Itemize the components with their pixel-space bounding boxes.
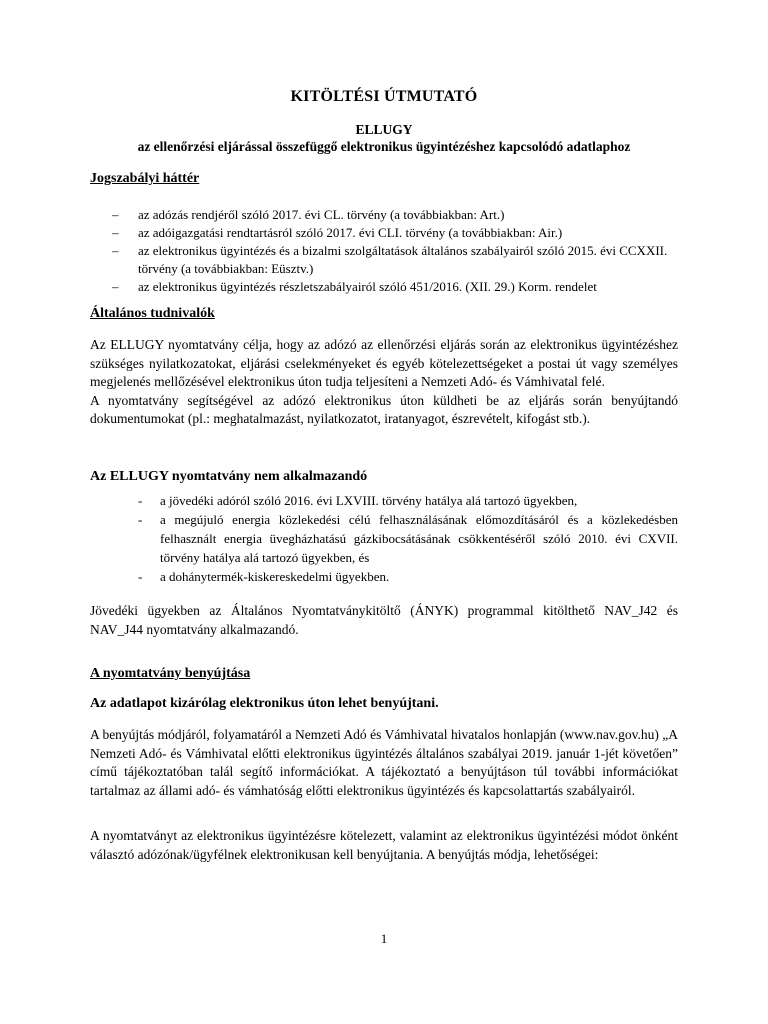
list-item-text: az adóigazgatási rendtartásról szóló 2017. évi CLI. törvény (a továbbiakban: Air.) [138,225,563,240]
page-number: 1 [380,931,388,946]
dash-bullet: – [112,279,119,294]
list-item-text: a megújuló energia közlekedési célú felhasználásának előmozdításáról és a közlekedésben felhasznált energia üvegházhatású gázkibocsátásának csökkentéséről szóló 2010. évi CXVII. törvény hatálya alá tartozó ügyekben, és [160,512,678,565]
dash-bullet: - [138,493,143,508]
dash-bullet: - [138,512,143,527]
submission-paragraph-1 [90,726,678,800]
dash-bullet: – [112,225,119,240]
list-item-text: az adózás rendjéről szóló 2017. évi CL. törvény (a továbbiakban: Art.) [138,207,505,222]
submission-paragraph-2 [90,827,678,864]
list-item-text: a dohánytermék-kiskereskedelmi ügyekben. [160,569,390,584]
dash-bullet: – [112,207,119,222]
general-info-text [90,336,678,429]
legal-background-heading: Jogszabályi háttér [90,171,200,186]
submission-heading: A nyomtatvány benyújtása [90,666,251,681]
list-item [112,206,682,224]
general-info-paragraph-2: A nyomtatvány segítségével az adózó elektronikus úton küldheti be az eljárás során benyújtandó dokumentumokat (pl.: meghatalmazást, nyilatkozatot, iratanyagot, észrevételt, kifogást stb.). [90,392,678,426]
list-item [112,278,682,296]
form-code-subtitle: ELLUGY [355,122,413,137]
form-description-subtitle: az ellenőrzési eljárással összefüggő elektronikus ügyintézéshez kapcsolódó adatlaphoz [137,139,631,154]
not-applicable-heading: Az ELLUGY nyomtatvány nem alkalmazandó [90,469,368,484]
not-applicable-list [138,491,678,586]
list-item-text: az elektronikus ügyintézés részletszabályairól szóló 451/2016. (XII. 29.) Korm. rendelet [138,279,597,294]
list-item-text: az elektronikus ügyintézés és a bizalmi szolgáltatások általános szabályairól szóló 2015. évi CCXXII. törvény (a továbbiakban: Eüsztv.) [138,243,668,276]
general-info-paragraph-1: Az ELLUGY nyomtatvány célja, hogy az adózó az ellenőrzési eljárás során az elektronikus ügyintézéshez szükséges nyilatkozatokat, eljárási cselekményeket és egyéb kötelezettségeket a postai út vagy személyes megjelenés mellőzésével elektronikus úton tudja teljesíteni a Nemzeti Adó- és Vámhivatal felé. [90,337,678,389]
submission-paragraph-2-text: A nyomtatványt az elektronikus ügyintézésre kötelezett, valamint az elektronikus ügyintézési módot önként választó adózónak/ügyfélnek elektronikusan kell benyújtania. A benyújtás módja, lehetőségei: [90,828,678,862]
excise-note-text: Jövedéki ügyekben az Általános Nyomtatványkitöltő (ÁNYK) programmal kitölthető NAV_J42 és NAV_J44 nyomtatvány alkalmazandó. [90,603,678,637]
list-item-text: a jövedéki adóról szóló 2016. évi LXVIII. törvény hatálya alá tartozó ügyekben, [160,493,578,508]
submission-bold-statement: Az adatlapot kizárólag elektronikus úton lehet benyújtani. [90,696,439,711]
list-item [112,242,682,278]
submission-paragraph-1-text: A benyújtás módjáról, folyamatáról a Nemzeti Adó és Vámhivatal hivatalos honlapján (www.nav.gov.hu) „A Nemzeti Adó- és Vámhivatal előtti elektronikus ügyintézés általános szabályai 2019. január 1-jét követően” című tájékoztatóban talál segítő információkat. A tájékoztató a benyújtáson túl további információkat tartalmaz az állami adó- és vámhatóság előtti elektronikus ügyintézés és kapcsolattartás szabályairól. [90,727,678,798]
list-item [138,567,678,586]
list-item [138,491,678,510]
list-item [138,510,678,567]
dash-bullet: - [138,569,143,584]
dash-bullet: – [112,243,119,258]
list-item [112,224,682,242]
general-info-heading: Általános tudnivalók [90,306,215,321]
document-title: KITÖLTÉSI ÚTMUTATÓ [290,88,478,105]
legal-background-list [112,206,682,296]
excise-note [90,602,678,639]
